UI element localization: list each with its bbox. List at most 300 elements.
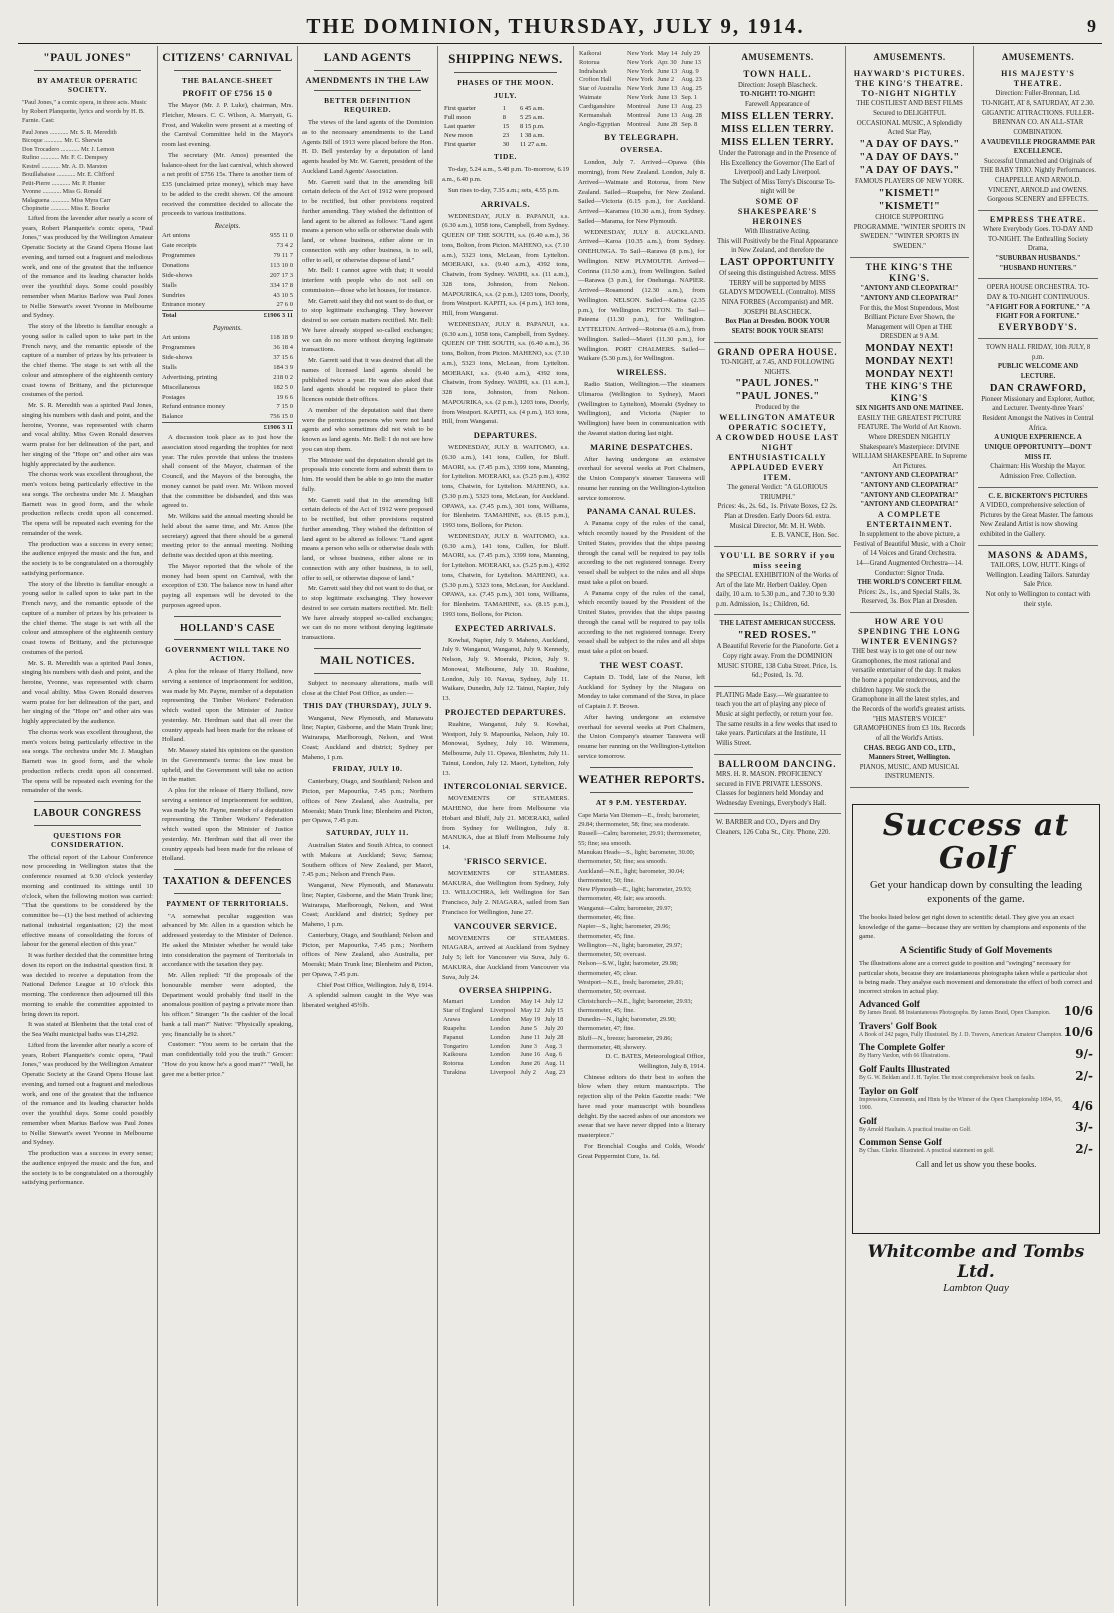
paragraph: Australian States and South Africa, to connect with Makura at Auckland; Suva; Samoa; Southern offices of New Zealand, per Maori, 7.45 p.m.; Nelson and French Pass. [302,842,433,879]
book-desc: By Arnold Haultain. A practical treatise on Golf. [859,1126,972,1133]
weather-item: Christchurch—N.E., light; barometer, 29.93; thermometer, 45; fine. [578,997,693,1014]
book-title: Golf [859,1116,877,1127]
book-listing[interactable] [859,1087,1093,1113]
paragraph: A plea for the release of Harry Holland, now serving a sentence of imprisonment for sedition, was made by Mr. Payne, member of a deputation representing the Timber Workers' Federation which waited upon the Minister of Justice yesterday. Mr. Herdman said that all over the country appeals had been made for the release of Holland. [162,787,293,863]
ad-line: A UNIQUE EXPERIENCE. A UNIQUE OPPORTUNITY—DON'T MISS IT. [984,434,1092,461]
ad-line: "ANTONY AND CLEOPATRA!" [860,472,959,480]
masthead-title: THE DOMINION, THURSDAY, JULY 9, 1914. [306,14,805,38]
article-heading-land-agents: LAND AGENTS [323,52,412,64]
book-desc: By James Braid. 88 Instantaneous Photographs. By James Braid, Open Champion. [859,1009,1051,1016]
ad-headliner: "RED ROSES." [737,630,818,642]
row-item: Sundries [162,291,186,299]
weather-item: Wanganui—Calm; barometer, 29.97; thermometer, 46; fine. [578,904,673,922]
table-row [162,281,293,291]
book-title: Travers' Golf Book [859,1021,937,1032]
ad-title: EMPRESS THEATRE. [989,215,1087,225]
divider [314,90,421,91]
ad-title: HOW ARE YOU SPENDING THE LONG WINTER EVENINGS? [858,617,961,647]
divider [174,616,281,617]
table-row: Anglo-Egyptian Montreal June 28 Sep. 8 [579,120,698,128]
ad-line: The general Verdict: "A GLORIOUS TRIUMPH." [727,484,828,501]
table-row: Ruapehu London June 5 July 20 [443,1024,564,1032]
paragraph: A member of the deputation said that there were the pernicious persons who were not land agents and who sometimes did not wish to be known as land agents. Mr. Bell: I do not see how you can stop them. [302,406,433,453]
article-subheading: THE BALANCE-SHEET [182,76,273,86]
byline: BY AMATEUR OPERATIC SOCIETY. [37,76,138,95]
page-number: 9 [1087,16,1096,36]
article-subheading: GOVERNMENT WILL TAKE NO ACTION. [165,645,290,664]
ad-headliner: MISS ELLEN TERRY. [721,110,834,122]
paragraph: Mr. Garrett said they did not want to do that, or to stop legitimate exchanging. They however desired to see certain matters rectified. Mr. Bell: We have already stopped so-called exchanges; we can do no more without denying legitimate transactions. [302,585,433,642]
ad-line: CHAS. BEGG AND CO., LTD., Manners Street, Wellington. [863,744,956,762]
book-price: 2/- [1075,1142,1093,1157]
table-row: Kermanshah Montreal June 13 Aug. 28 [579,111,702,119]
ad-line: CHOICE SUPPORTING PROGRAMME. "WINTER SPORTS IN SWEDEN." "WINTER SPORTS IN SWEDEN." [853,214,966,251]
table-row: First quarter 30 11 27 a.m. [444,141,548,149]
paragraph: The production was a success in every sense; the audience enjoyed the music and the fun, and the society is to be congratulated on a thoroughly satisfying performance. [22,540,153,577]
section-heading: OVERSEA SHIPPING. [458,986,553,996]
article-heading-weather: WEATHER REPORTS. [578,773,705,786]
ad-line: The Subject of Miss Terry's Discourse To-night will be [720,178,835,196]
cast-item: Paul Jones ............ Mr. S. R. Meredith [22,128,117,136]
column-land-agents [298,46,438,1606]
ad-headliner: "KISMET!" [878,201,941,213]
paragraph: It was further decided that the committee bring down its report on the industrial question first. It was decided to receive a deputation from the National Defence League at 10 o'clock this morning. The conference then adjourned till this morning to enable the committee appointed to bring down its report. [22,952,153,1018]
ad-line: Successful Unmatched and Originals of THE BABY TRIO. Nightly Performances. CHAPPELLE AND ARNOLD. VINCENT, ARNOLD and OWENS. [980,157,1096,194]
payments-table [162,333,293,433]
ad-line: THE LATEST AMERICAN SUCCESS. [719,620,836,628]
ad-line: With Illustrative Acting. [744,228,811,236]
paragraph: The chorus work was excellent throughout, the men's voices being particularly effective in the sea songs. The orchestra under Mr. J. Maughan Barnett was in good form, and the whole production reflects credit upon all concerned. The opera will be repeated each evening for the remainder of the week. [22,471,153,537]
ad-line: This will Positively be the Final Appearance in New Zealand, and therefore the [717,237,838,255]
weather-signoff: D. C. BATES, Meteorological Office, Wellington, July 8, 1914. [605,1053,705,1070]
ad-line: Shakespeare's Masterpiece: DIVINE WILLIAM SHAKESPEARE. In Supreme Art Pictures. [852,443,967,470]
table-row: First quarter 1 6 45 a.m. [444,104,545,112]
ad-title: EVERYBODY'S. [998,321,1078,332]
section-heading: INTERCOLONIAL SERVICE. [443,782,568,792]
row-item: Advertising, printing [162,373,218,381]
row-item: Side-shows [162,271,193,279]
ad-title: BALLROOM DANCING. [718,758,837,769]
ad-line: THE COSTLIEST AND BEST FILMS Secured to DELIGHTFUL OCCASIONAL MUSIC, A Splendidly Acted Star Play, [856,100,963,137]
book-title: Taylor on Golf [859,1087,919,1098]
ad-line: Not only to Wellington to contact with their style. [985,590,1091,608]
ad-title: SOME OF SHAKESPEARE'S HEROINES [737,197,818,227]
table-row: New moon 23 1 38 a.m. [444,132,545,140]
book-price: 10/6 [1063,1025,1093,1040]
ad-line: "ANTONY AND CLEOPATRA!" "ANTONY AND CLEOPATRA!" [860,285,959,302]
paragraph: Subject to necessary alterations, mails will close at the Chief Post Office, as under:— [302,680,433,697]
article-intro: "Paul Jones," a comic opera, in three acts. Music by Robert Planquette, lyrics and words by H. B. Farnie. Cast: [22,99,147,125]
ad-line: Direction: Joseph Blascheck. [737,81,818,89]
paragraph: MOVEMENTS OF STEAMERS. MAKURA, due Wellington from Sydney, July 13. WILLOCHRA, left Wellington for San Francisco, July 2. NIAGARA, sailed from San Francisco for Wellington, June 27. [442,869,569,916]
row-item: Total [162,312,177,320]
article-heading-shipping: SHIPPING NEWS. [448,51,563,66]
ad-line: Box Plan at Dresden. BOOK YOUR SEATS! BOOK YOUR SEATS! [725,318,830,335]
weather-item: Manukau Heads—S., light; barometer, 30.00; thermometer, 50; fine; sea smooth. [578,849,695,866]
ad-line: MRS. H. R. MASON. PROFICIENCY secured in FIVE PRIVATE LESSONS. Classes for beginners held Monday and Wednesday Evenings, Everybody's Hall. [716,770,827,807]
row-amount: £1906 3 11 [263,312,293,320]
table-row: Full moon 8 5 25 a.m. [444,114,545,122]
book-title: Common Sense Golf [859,1138,942,1149]
ad-line: A Beautiful Reverie for the Pianoforte. Get a Copy right away. From the DOMINION MUSIC STORE, 138 Cuba Street. Price, 1s. 6d.; Posted, 1s. 7d. [716,643,839,680]
article-heading-mail: MAIL NOTICES. [320,654,415,667]
table-row [162,383,293,393]
weather-item: Bluff—N., breeze; barometer, 29.86; thermometer, 48; showery. [578,1034,673,1051]
paragraph: WEDNESDAY, JULY 8. PAPANUI, s.s. (6.30 a.m.), 1058 tons, Campbell, from Sydney. QUEEN OF THE SOUTH, s.s. (6.40 a.m.), 36 tons, Bolton, from Picton. MAHENO, s.s. (7.10 a.m.), 5323 tons, McLean, from Lyttelton. MOERAKI, s.s. (9.40 a.m.), 4392 tons, Chatwin, from Sydney. WAIHI, s.s. (11 a.m.), 328 tons, Johnston, from Nelson. MAPOURIKA, s.s. (2 p.m.), 1203 tons, Doorly, from Westport. KAPITI, s.s. (4 p.m.), 163 tons, Hill, from Wanganui. [442,212,569,318]
book-listing[interactable] [859,1000,1093,1018]
ad-line: Musical Director, Mr. M. H. Webb. [729,522,826,530]
article-subheading: PROFIT OF £756 15 0 [182,89,273,99]
section-heading: 'FRISCO SERVICE. [463,856,548,866]
book-listing[interactable] [859,1065,1093,1083]
paragraph: The views of the land agents of the Dominion as to the necessary amendments to the Land Agents Bill of 1913 were placed before the Hon. H. D. Bell yesterday by a deputation of land agents headed by Mr. W. Garrett, president of the Auckland Land Agents' Association. [302,119,433,175]
paragraph: For Bronchial Coughs and Colds, Woods' Great Peppermint Cure, 1s. 6d. [578,1142,705,1160]
book-listing[interactable] [859,1043,1093,1061]
ad-line: C. E. BICKERTON'S PICTURES [988,492,1088,500]
ad-lecture [978,339,1098,487]
table-row [162,353,293,363]
ad-line: A VAUDEVILLE PROGRAMME PAR EXCELLENCE. [980,138,1096,156]
row-item: Donations [162,261,190,269]
divider [34,70,141,71]
ad-bickerton [978,488,1098,546]
ad-line: "A FIGHT FOR A FORTUNE." "A FIGHT FOR A FORTUNE." [985,303,1091,321]
ad-line: PIANOS, MUSIC, AND MUSICAL INSTRUMENTS. [859,763,960,781]
table-row: Crofton Hall New York June 2 Aug. 23 [579,76,702,84]
ad-line: the SPECIAL EXHIBITION of the Works of Art of the late Mr. Herbert Oakley. Open daily, 10 a.m. to 5.30 p.m., and 7.30 to 9.30 p.m. Admission, 1s.; Children, 6d. [716,571,839,608]
book-desc: By Harry Vardon, with 66 Illustrations. [859,1053,950,1060]
paragraph: Lifted from the lavender after nearly a score of years, Robert Planquette's comic opera, "Paul Jones," was produced by the Wellington Amateur Operatic Society at the Grand Opera House last evening, and turned out a fragrant and melodious work, and one of the greatest that the influence of the romance and its leading character holds over the youthful days. Some could possibly remember when Marius Barlow was Paul Jones to Nellie Stewart's sweet Yvonne in Melbourne and Sydney. [22,214,153,320]
receipts-table [162,231,293,321]
columns [18,46,1102,1606]
row-item: Art unions [162,232,191,240]
paragraph: "A somewhat peculiar suggestion was advanced by Mr. Allen in a question which he addressed yesterday to the Minister of Defence. He asked the Minister whether he would take into consideration the payment of Territorials in accordance with the taxation they pay. [162,912,293,969]
table-row [162,241,293,251]
golf-ad-box [852,804,1100,1234]
ad-line: Pioneer Missionary and Explorer, Author, and Lecturer. Twenty-three Years' Resident Amongst the Natives in Central Africa. [981,395,1095,432]
book-price: 9/- [1075,1047,1093,1062]
table-row: Star of Australia New York June 13 Aug. 25 [579,85,702,93]
paragraph: The Mayor reported that the whole of the money had been spent on Carnival, with the exception of £30. The balance now in hand after paying all expenses will be devoted to the purposes agreed upon. [162,562,293,609]
paragraph: Mr. Bell: I cannot agree with that; it would interfere with people who do not sell on commission—those who let houses, for instance. [302,267,433,294]
divider [34,801,141,802]
row-amount: 113 10 0 [270,261,293,269]
paragraph: The story of the libretto is familiar enough: a young sailor is called upon to take part in the French navy, and the romantic episode of the capture of a number of prizes by his privateer is the chief theme. The stage is set with all the colour and atmosphere of the eighteenth century coast towns of Brittany, and the picturesque costumes of the period. [22,323,153,399]
paragraph: Captain D. Todd, late of the Nurse, left Auckland for Sydney by the Niagara on Monday to take command of the Suva, in place of Captain J. F. Brown. [578,673,705,711]
ad-headliner: "PAUL JONES." [735,391,820,403]
row-amount: 955 11 0 [270,232,293,240]
row-amount: 19 6 6 [276,393,293,401]
ad-headliner: "KISMET!" [878,187,941,199]
row-amount: 43 10 5 [273,291,293,299]
ad-headliner: DAN CRAWFORD, [989,382,1087,394]
ad-line: Produced by the [755,404,800,412]
ad-headliner: LAST OPPORTUNITY [719,257,836,269]
table-row: Waimate New York June 13 Sep. 1 [579,94,698,102]
divider [314,70,421,71]
column-amusements-2 [846,46,974,781]
divider [314,648,421,649]
total-row [162,310,293,321]
ad-headliner: MISS ELLEN TERRY. [721,136,834,148]
ad-line: OPERA HOUSE ORCHESTRA. TO-DAY & TO-NIGHT CONTINUOUS. [986,284,1090,301]
ad-title: THE KING'S THE KING'S. [865,261,954,283]
table-row [162,363,293,373]
divider [174,639,281,640]
column-amusements-1 [710,46,846,1606]
row-item: Art unions [162,334,191,342]
article-subheading: PAYMENT OF TERRITORIALS. [166,898,289,908]
ad-success-at-golf [852,798,1100,1294]
table-row [162,291,293,301]
divider [174,70,281,71]
ad-line: Chairman: His Worship the Mayor. Admission Free. Collection. [990,463,1086,480]
paragraph: A plea for the release of Harry Holland, now serving a sentence of imprisonment for sedition, was made by Mr. Payne, member of a deputation representing the Timber Workers' Federation which waited upon the Minister of Justice yesterday. Mr. Herdman said that all over the country appeals had been made for the release of Holland. [162,668,293,744]
ad-line: Prices: 2s., 1s., and Special Stalls, 3s. Reserved, 3s. Box Plan at Dresden. [858,588,961,606]
table-row: Cardiganshire Montreal June 13 Aug. 23 [579,102,702,110]
cast-item: Petit-Pierre ............ Mr. P. Hunter [22,179,106,187]
section-heading-amusements: AMUSEMENTS. [1001,52,1075,62]
ad-headliner: "A DAY OF DAYS." [859,138,960,150]
ad-line: THE WORLD'S CONCERT FILM. [857,579,962,587]
article-heading-holland: HOLLAND'S CASE [179,622,276,634]
cast-item: Yvonne ............ Miss G. Ronald [22,188,102,196]
book-desc: By G. W. Beldam and J. H. Taylor. The most comprehensive book on faults. [859,1075,1036,1082]
row-item: Side-shows [162,354,193,362]
table-row [162,333,293,343]
paragraph: Mr. Garrett said that in the amending bill certain defects of the Act of 1912 were proposed to be rectified, but other provisions required further amending. They wished the definition of land agent to be altered as follows: "Land agent means a person who sells or otherwise deals with land, or whose business, either alone or in connection with any other business, is to sell, offer to sell, or otherwise dispose of land." [302,496,433,582]
ad-line: Where Everybody Goes. TO-DAY AND TO-NIGHT. The Enthralling Society Drama, [983,226,1093,253]
cast-item: Bouillabaisse ............ Mr. E. Clifford [22,171,115,179]
ad-line: "SUBURBAN HUSBANDS." "HUSBAND HUNTERS." [995,254,1081,272]
section-heading: WIRELESS. [616,368,667,378]
golf-ad-subtitle: Get your handicap down by consulting the leading exponents of the game. [870,880,1082,906]
weather-item: Auckland—N.E., light; barometer, 30.04; thermometer, 50; fine. [578,867,685,884]
ad-line: TO-NIGHT, AT 8, SATURDAY, AT 2.30. GIGANTIC ATTRACTIONS. FULLER-BRENNAN CO. AN ALL-STAR COMBINATION. [981,99,1095,136]
paragraph: WEDNESDAY, JULY 8. WAITOMO, s.s. (6.30 a.m.), 141 tons, Cullen, for Bluff. MAORI, s.s. (7.45 p.m.), 3399 tons, Manning, for Lyttelton. MOERAKI, s.s. (5.25 p.m.), 4392 tons, Chatwin, for Lyttelton. MAHENO, s.s. (5.30 p.m.), 5323 tons, McLean, for Auckland. OPAWA, s.s. (7.45 p.m.), 301 tons, Williams, for Blenheim. TAMAHINE, s.s. (8.15 p.m.), 1993 tons, Bollons, for Picton. [442,532,569,618]
table-row [162,251,293,261]
paragraph: Mr. S. R. Meredith was a spirited Paul Jones, singing his numbers with dash and point, and the heroine, Yvonne, was represented with charm and vocal ability. Miss Gwen Ronald deserves warm praise for her delineation of the part, and her singing of the "Hope on" and other airs was highly appreciated by the audience. [22,402,153,468]
weather-item: Dunedin—N., light; barometer, 29.90; thermometer, 47; fine. [578,1016,676,1033]
mail-signoff: Chief Post Office, Wellington. July 8, 1914. [317,981,433,989]
book-price: 2/- [1075,1069,1093,1084]
paragraph: After having undergone an extensive overhaul for several weeks at Port Chalmers, the Union Company's steamer Tarawera will resume her running on the Wellington-Lyttelton service tomorrow. [578,455,705,502]
ad-ballroom [714,755,841,815]
ad-kings-theatre [850,258,969,613]
ad-line: EASILY THE GREATEST PICTURE FEATURE. The World of Art Known. [857,414,962,432]
row-amount: 756 15 0 [269,413,293,421]
paragraph: The story of the libretto is familiar enough: a young sailor is called upon to take part in the French navy, and the romantic episode of the capture of a number of prizes by his privateer is the chief theme. The stage is set with all the colour and atmosphere of the eighteenth century coast towns of Brittany, and the picturesque costumes of the period. [22,580,153,656]
weather-subheading: AT 9 P.M. YESTERDAY. [595,797,688,807]
paragraph: It was stated at Blenheim that the total cost of the Sea Waihi municipal baths was £14,292. [22,1021,153,1039]
section-heading: EXPECTED ARRIVALS. [455,623,556,633]
paragraph: Mr. Wilkins said the annual meeting should be held about the same time, and Mr. Amos (the secretary) agreed that there should be a general meeting prior to the annual meeting. Nothing definite was decided upon at this meeting. [162,513,293,560]
tide-text: To-day, 5.24 a.m., 5.48 p.m. To-morrow, 6.19 a.m., 6.40 p.m. [442,166,569,184]
golf-ad-intro: The books listed below get right down to scientific detail. They give you an exact knowledge of the game—because they are written by champions and exponents of the game. [859,914,1087,941]
ad-headliner: MONDAY NEXT! [865,369,954,381]
paragraph: The production was a success in every sense; the audience enjoyed the music and the fun, and the society is to be congratulated on a thoroughly satisfying performance. [22,1150,153,1187]
ad-empress [978,211,1098,279]
paragraph: MOVEMENTS OF STEAMERS. NIAGARA, arrived at Auckland from Sydney July 5; left for Vancouver via Suva, July 6. MAKURA, due Auckland from Vancouver via Suva, July 24. [442,934,569,981]
book-listing[interactable] [859,1022,1093,1040]
paragraph: WEDNESDAY, JULY 8. AUCKLAND. Arrived—Karoa (10.35 a.m.), from Sydney. ONEHUNGA. To Sail—Rarawa (8 p.m.), for Wellington. NEW PLYMOUTH. Arrived—Corinna (11.50 a.m.), from Wellington. Sailed—Rarawa (3 p.m.), for Onehunga. NAPIER. Arrived—Rosamond (12.30 a.m.), from Wellington. NELSON. Sailed—Kaitoa (2.35 p.m.), for Wellington. PICTON. To Sail—Pateena (11.30 p.m.), for Wellington. LYTTELTON. Arrived—Rotorua (6 a.m.), from Wellington. Sailed—Maori (11.30 p.m.), for Wellington. PORT CHALMERS. Sailed—Waikare (5.30 p.m.), for Wellington. [578,228,705,363]
table-row: Tongariro London June 3 Aug. 3 [443,1042,563,1050]
paragraph: Lifted from the lavender after nearly a score of years, Robert Planquette's comic opera, "Paul Jones," was produced by the Wellington Amateur Operatic Society at the Grand Opera House last evening, and turned out a fragrant and melodious work, and one of the greatest that the influence of the romance and its leading character holds over the youthful days. Some could possibly remember when Marius Barlow was Paul Jones to Nellie Stewart's sweet Yvonne in Melbourne and Sydney. [22,1041,153,1147]
ad-headliner: MONDAY NEXT! [865,343,954,355]
table-row: Last quarter 15 8 15 p.m. [444,123,545,131]
paragraph: Mr. Garrett said that it was desired that all the names of licensed land agents should be published twice a year. He was also asked that land agents should be required to place their licences outside their offices. [302,357,433,404]
row-item: Stalls [162,281,177,289]
ad-title: A COMPLETE ENTERTAINMENT. [866,510,953,529]
cast-list [22,129,153,214]
ad-headliner: "PAUL JONES." [735,378,820,390]
ad-plating [714,687,841,755]
ad-title: HIS MAJESTY'S THEATRE. [1001,69,1075,89]
ad-line: "ANTONY AND CLEOPATRA!" [860,491,959,499]
ad-headliner: "A DAY OF DAYS." [859,165,960,177]
paragraph: Canterbury, Otago, and Southland; Nelson and Picton, per Mapourika, 7.45 p.m.; Northern offices of New Zealand, also Australia, per Moeraki; Main Trunk line; Blenheim and Picton, per Opawa, 7.45 p.m. [302,778,433,825]
section-heading: BY TELEGRAPH. [604,133,679,143]
table-row: Turakina Liverpool July 2 Aug. 23 [443,1069,566,1077]
row-amount: 218 0 2 [273,373,293,381]
row-item: Refund entrance money [162,403,225,411]
table-row: Indrabarah New York June 13 Aug. 9 [579,67,699,75]
table-row: Rotorua London June 26 Aug. 11 [443,1060,566,1068]
ad-title: GRAND OPERA HOUSE. [717,346,838,357]
paragraph: MOVEMENTS OF STEAMERS. MAHENO, due here from Melbourne via Hobart and Bluff, July 21. MOERAKI, sailed from Sydney for Wellington, July 8. MANUKA, due at Bluff from Melbourne July 14. [442,795,569,852]
table-row: Star of England Liverpool May 12 July 15 [443,1007,564,1015]
cast-item: Don Trocadero ............ Mr. J. Lemon [22,145,115,153]
cast-item: Malaguena ............ Miss Myra Carr [22,196,111,204]
total-row [162,422,293,433]
section-heading: MARINE DESPATCHES. [590,442,693,452]
row-amount: 7 15 0 [276,403,293,411]
cast-item: Bicoque ............ Mr. C. Sherwin [22,137,103,145]
weather-list [578,811,705,1052]
paragraph: Chinese editors do their best to soften the blow when they return manuscripts. The rejection slip of the Pekin Gazette reads: "We have read your manuscript with boundless delight. By the sacred ashes of our ancestors we swear that we have never dipped into a literary masterpiece." [578,1073,705,1140]
row-item: Balance [162,413,184,421]
divider [590,767,693,768]
book-title: Advanced Golf [859,999,920,1010]
book-listing[interactable] [859,1117,1093,1135]
ad-title: YOU'LL BE SORRY if you miss seeing [719,550,836,570]
row-item: Entrance money [162,301,206,309]
row-amount: 37 15 6 [273,354,293,362]
paragraph: A splendid salmon caught in the Wye was liberated weighed 45½lb. [302,992,433,1010]
ad-line: TO-NIGHT, at 7.45, AND FOLLOWING NIGHTS. [720,358,835,376]
ad-line: "HIS MASTER'S VOICE" GRAMOPHONES from £3 10s. Records of all the World's Artists. [853,715,966,742]
book-price: 10/6 [1063,1003,1093,1018]
book-price: 3/- [1075,1120,1093,1135]
ad-line: For this, the Most Stupendous, Most Brilliant Picture Ever Shown, the Management will Open at THE DRESDEN at 9 A.M. [859,304,960,341]
ad-barber [714,814,841,842]
ad-line: "ANTONY AND CLEOPATRA!" [860,501,959,509]
row-item: Programmes [162,252,196,259]
paragraph: The secretary (Mr. Amos) presented the balance-sheet for the last carnival, which showed a net profit of £756 15s. There is another item of £35 (unclaimed prize money), which may have to be added to the credit shown. Of the amount received the committee decided to allocate the proceeds to various institutions. [162,151,293,218]
row-amount: 79 11 7 [273,252,293,259]
receipts-label: Receipts. [214,222,241,231]
weather-item: Napier—S., light; barometer, 29.96; thermometer, 45; fine. [578,923,671,940]
mail-day: FRIDAY, JULY 10. [332,764,403,774]
ad-line: PLATING Made Easy.—We guarantee to teach you the art of playing any piece of Music at sight perfectly, or return your fee. The same results in a few weeks that used to take years. Particulars at the Institute, 11 Willis Street. [716,691,837,747]
ad-line: TAILORS, LOW, HUTT. Kings of Wellington. Leading Tailors. Saturday Sale Price. [986,561,1090,589]
section-heading: OVERSEA. [620,145,663,155]
moon-phases-table [442,104,569,149]
row-amount: 27 6 0 [276,301,293,309]
paragraph: Mr. Massey stated his opinions on the question in the Government's terms: the law must be upheld, and the Government will take no action in the matter. [162,747,293,784]
table-row [162,231,293,241]
row-amount: 182 5 0 [273,383,293,391]
ad-line: E. B. VANCE, Hon. Sec. [771,532,839,540]
paragraph: Mr. Garrett said they did not want to do that, or to stop legitimate exchanging. They however desired to see certain matters rectified. Mr. Bell: We have already stopped so-called exchanges; we can do no more without denying legitimate transactions. [302,297,433,354]
paragraph: WEDNESDAY, JULY 8. WAITOMO, s.s. (6.30 a.m.), 141 tons, Cullen, for Bluff. MAORI, s.s. (7.45 p.m.), 3399 tons, Manning, for Lyttelton. MOERAKI, s.s. (5.25 p.m.), 4392 tons, Chatwin, for Lyttelton. MAHENO, s.s. (5.30 p.m.), 5323 tons, McLean, for Auckland. OPAWA, s.s. (7.45 p.m.), 301 tons, Williams, for Blenheim. TAMAHINE, s.s. (8.15 p.m.), 1993 tons, Bollons, for Picton. [442,444,569,530]
book-desc: A Book of 242 pages, Fully Illustrated. By J. D. Travers, American Amateur Champion. [859,1031,1063,1038]
article-subheading: BETTER DEFINITION REQUIRED. [324,96,411,115]
table-row [162,271,293,281]
ad-line: A VIDEO, comprehensive selection of Pictures by the Great Master. The famous New Zealand Artist is now showing exhibited in the Gallery. [980,502,1093,539]
paragraph: After having undergone an extensive overhaul for several weeks at Port Chalmers, the Union Company's steamer Tarawera will resume her running on the Wellington-Lyttelton service tomorrow. [578,713,705,760]
row-amount: 184 3 9 [273,363,293,371]
paragraph: The Mayor (Mr. J. P. Luke), chairman, Mrs. Fletcher, Messrs. C. C. Wilson, A. Marryatt, G. Frost, and Wakelin were present at a meeting of the Carnival Committee held in the Mayor's room last evening. [162,102,293,149]
paragraph: Kowhai, Napier, July 9. Maheno, Auckland, July 9. Wanganui, Wanganui, July 9. Kennedy, Nelson, July 9. Moeraki, Picton, July 9. Monowai, Melbourne, July 10. Ruahine, London, July 10. Navua, Sydney, July 11. Waikare, Dunedin, July 12. Tainui, Napier, July 13. [442,636,569,703]
ad-line: PUBLIC WELCOME AND LECTURE. [997,363,1079,380]
ad-exhibition [714,547,841,616]
book-desc: Impressions, Comments, and Hints by the Winner of the Open Championship 1894, 95, 1900. [859,1097,1062,1111]
ad-headliner: MISS ELLEN TERRY. [721,123,834,135]
column-shipping [438,46,574,1606]
row-amount: 118 18 9 [270,334,293,342]
ad-line: "ANTONY AND CLEOPATRA!" [860,482,959,490]
ad-his-majestys [978,65,1098,211]
book-listing[interactable] [859,1138,1093,1156]
ad-line: TO-NIGHT! TO-NIGHT! [739,91,816,99]
table-row [162,261,293,271]
ad-headliner: "A DAY OF DAYS." [859,152,960,164]
weather-item: Nelson—S.W., light; barometer, 29.98; thermometer, 45; clear. [578,960,678,977]
ad-haywards [850,65,969,257]
row-amount: 36 18 4 [273,344,293,352]
ad-line: THE best way is to get one of our new Gramophones, the most rational and versatile entertainer of the day. It makes the home a popular rendezvous, and the children happy. We stock the Gramophone in all the latest styles, and the Records of the world's greatest artists. [852,648,966,713]
row-item: Programmes [162,344,196,352]
ad-line: Under the Patronage and in the Presence of His Excellency the Governor (The Earl of Liverpool) and Lady Liverpool. [718,149,837,177]
ad-line: Where DRESDEN NIGHTLY [868,433,951,441]
ad-title: THE KING'S THE KING'S [865,381,954,403]
section-heading: THE WEST COAST. [599,660,684,670]
overseas-shipping-table [442,998,569,1077]
ad-masons [978,546,1098,614]
ad-title: TOWN HALL. [743,69,812,80]
divider [34,825,141,826]
paragraph: A discussion took place as to just how the association stood regarding the trophies for next year. The rules provide that unless the trustees shall consent of the Mayor, chairman of the Council, and the Mayors of the boroughs, the money cannot be paid over. Mr. Wilson moved that the committee be disbanded, and this was agreed to. [162,434,293,510]
publisher-address: Lambton Quay [943,1282,1009,1294]
ad-line: In supplement to the above picture, a Festival of Beautiful Music, with a Choir of 14 Voices and Grand Orchestra. [853,531,966,558]
ad-town-hall [714,65,841,342]
mail-day: THIS DAY (THURSDAY), JULY 9. [303,700,432,710]
paragraph: Mr. S. R. Meredith was a spirited Paul Jones, singing his numbers with dash and point, and the heroine, Yvonne, was represented with charm and vocal ability. Miss Gwen Ronald deserves warm praise for her delineation of the part, and her singing of the "Hope on" and other airs was highly appreciated by the audience. [22,659,153,726]
row-item: Postages [162,393,186,401]
phases-heading: PHASES OF THE MOON. [457,77,554,87]
ad-line: Direction: Fuller-Brennan, Ltd. [995,90,1081,98]
golf-ad-science-text: The illustrations alone are a correct guide to position and "swinging" necessary for particular shots, because they are instantaneous photographs taken while a particular shot is being made. They analyse each movement and demonstrate the effect of both correct and incorrect strokes in actual play. [859,960,1093,995]
row-item: Gate receipts [162,242,197,250]
sun-text: Sun rises to-day, 7.35 a.m.; sets, 4.55 p.m. [448,186,560,194]
article-heading-carnival: CITIZENS' CARNIVAL [162,52,293,64]
paragraph: The Minister said the deputation should get its proposals into concrete form and submit them to him. He would then be able to go into the matter fully. [302,456,433,493]
row-item: Stalls [162,363,177,371]
payments-label: Payments. [213,324,242,333]
column-carnival [158,46,298,1606]
paragraph: A Panama copy of the rules of the canal, which recently issued by the President of the United States, provides that the ships passing through the canal will be required to pay tolls according to the net registered tonnage. Every vessel shall be subject to the rules and all ships must take a pilot on board. [578,520,705,586]
